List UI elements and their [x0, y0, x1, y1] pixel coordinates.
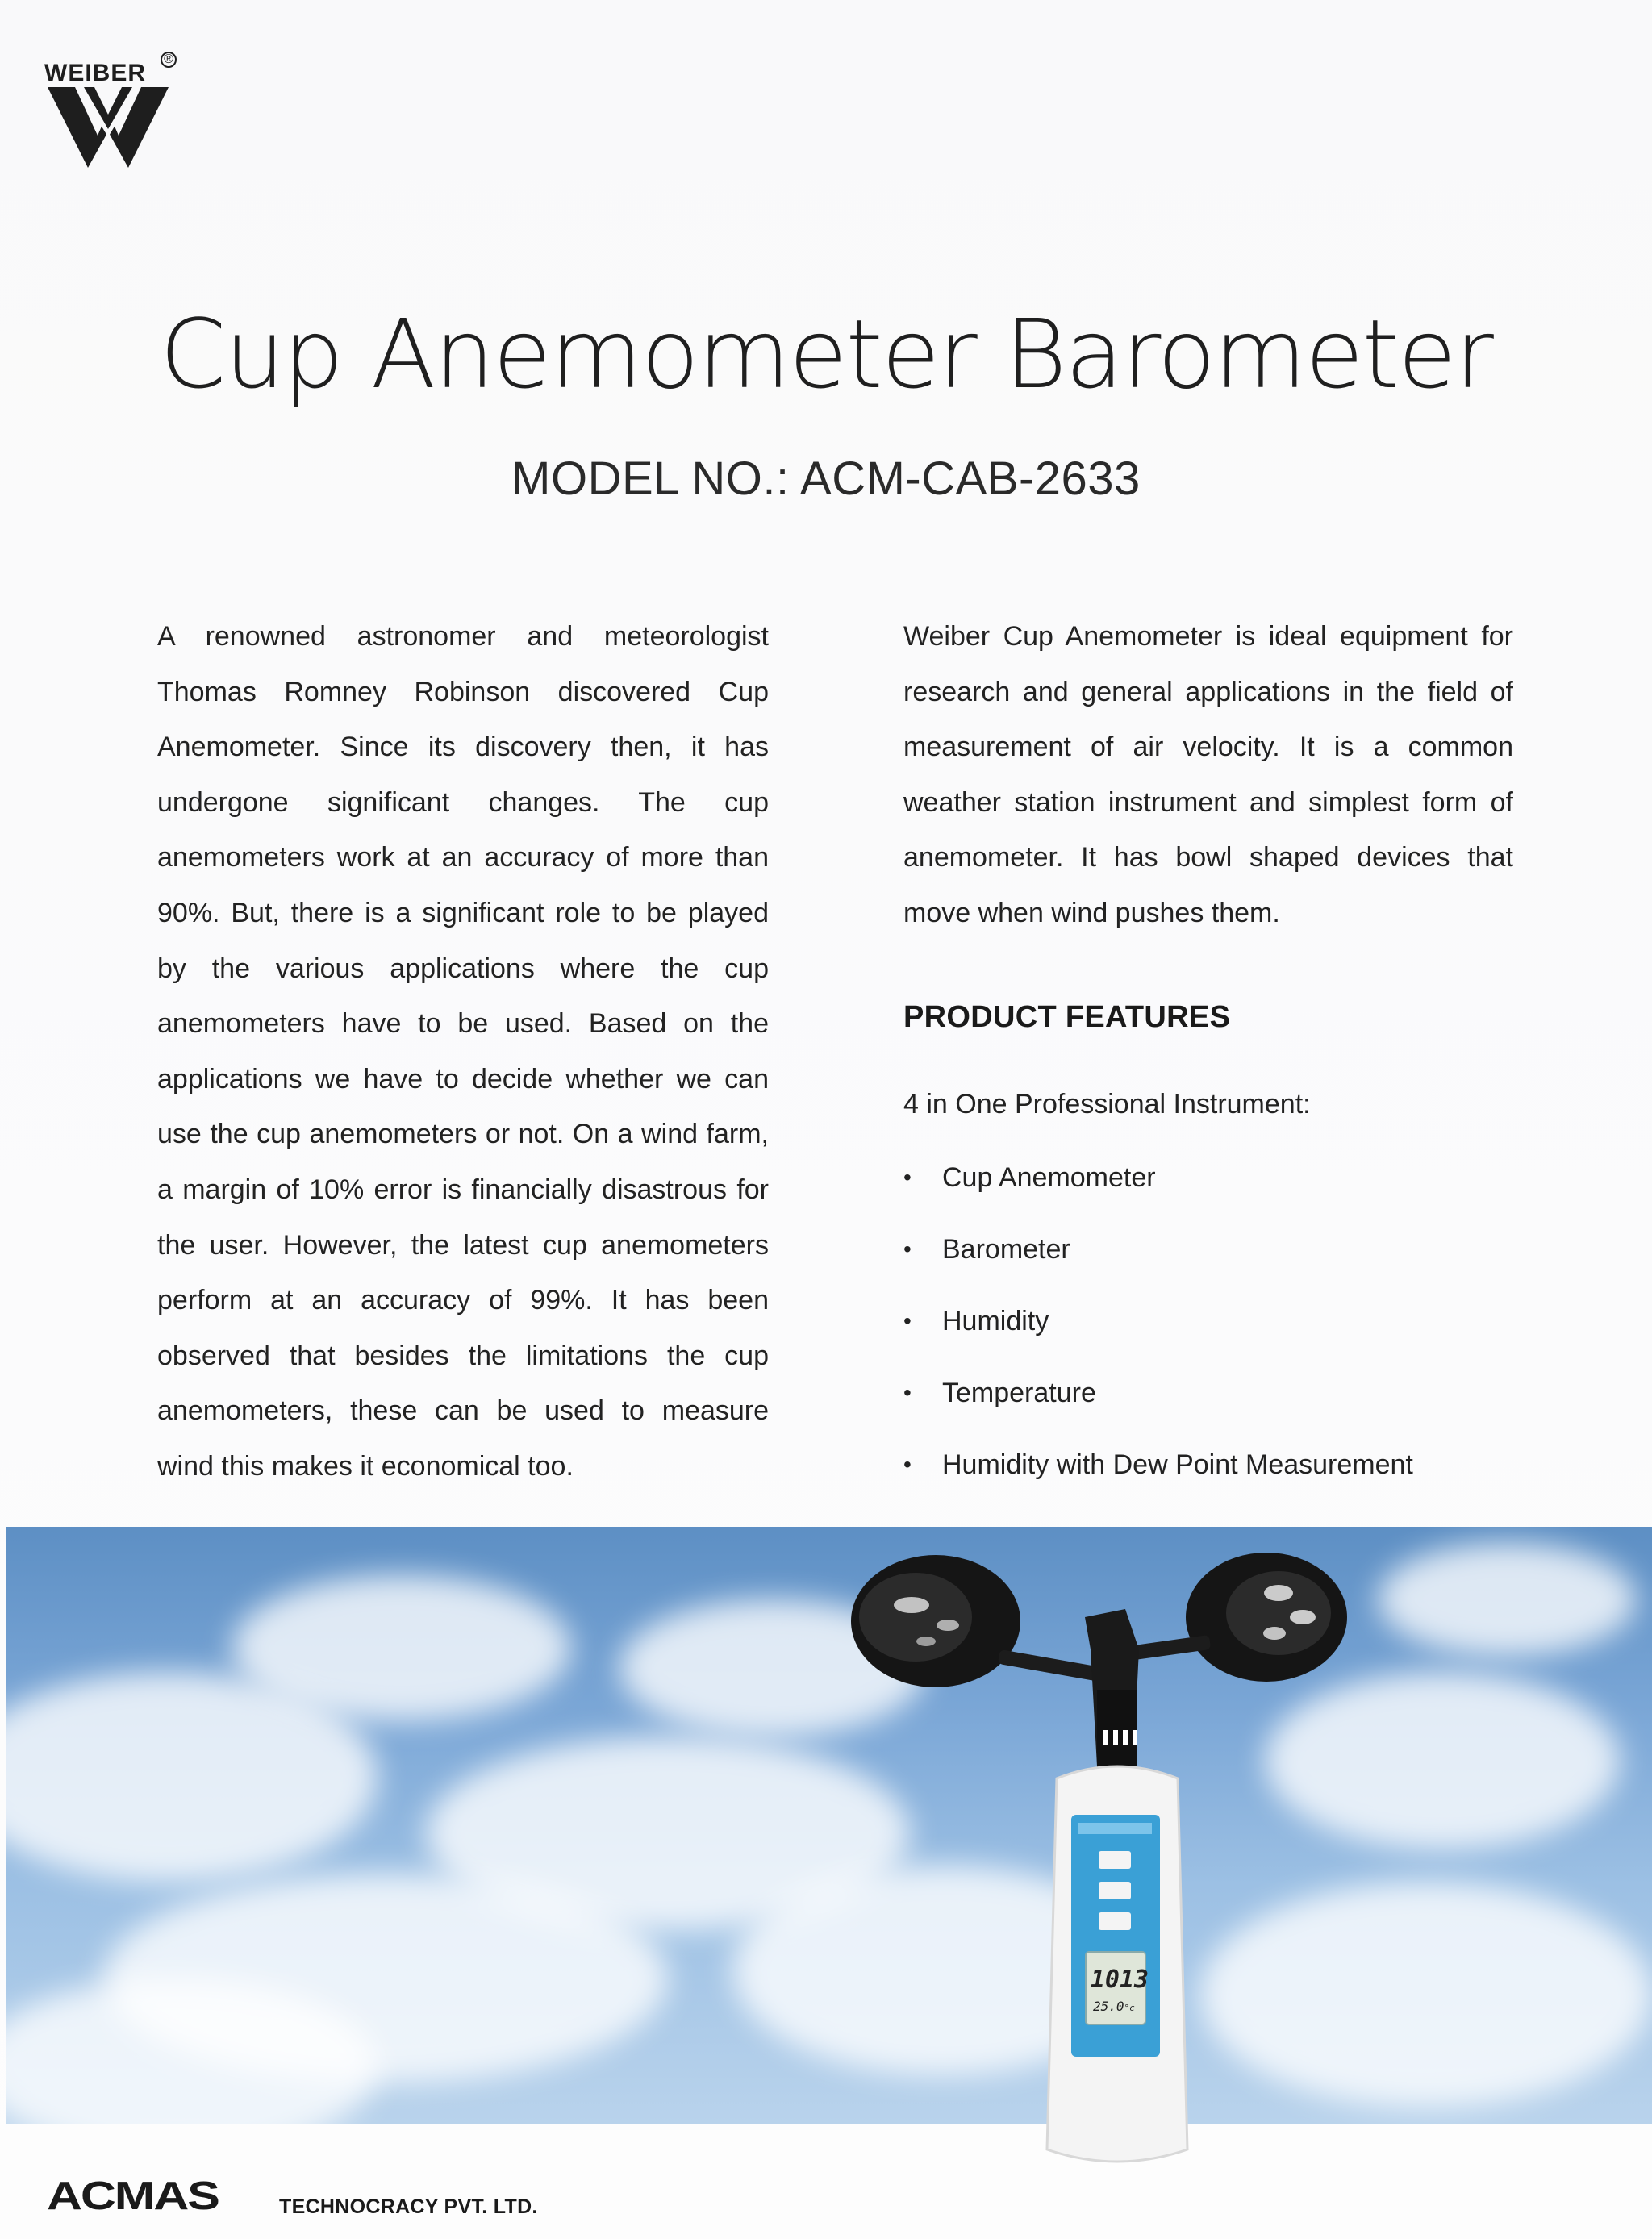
feature-label: Temperature — [942, 1378, 1096, 1408]
feature-item — [903, 1301, 1413, 1373]
bullet-icon: • — [903, 1452, 912, 1477]
feature-item — [903, 1157, 1413, 1229]
description-left: A renowned astronomer and meteorologist Thomas Romney Robinson discovered Cup Anemometer. Since its discovery then, it has undergone significant changes. The cup anemometers work at an accuracy of more than 90%. But, there is a significant role to be played by the various applications where the cup anemometers have to be used. Based on the applications we have to decide whether we can use the cup anemometers or not. On a wind farm, a margin of 10% error is financially disastrous for the user. However, the latest cup anemometers perform at an accuracy of 99%. It has been observed that besides the limitations the cup anemometers, these can be used to measure wind this makes it economical too. — [157, 621, 769, 1482]
brand-name: WEIBER — [44, 60, 146, 86]
page-title: Cup Anemometer Barometer — [160, 298, 1492, 410]
device-button-2 — [1099, 1882, 1131, 1899]
bullet-icon: • — [903, 1380, 912, 1405]
company-suffix: TECHNOCRACY PVT. LTD. — [279, 2195, 538, 2218]
device-button-1 — [1099, 1851, 1131, 1869]
weiber-w-icon — [48, 87, 169, 168]
cup-anemometer-device — [839, 1528, 1355, 2174]
device-button-3 — [1099, 1912, 1131, 1930]
registered-mark: ® — [161, 52, 177, 68]
left-cup-icon — [851, 1555, 1020, 1687]
bullet-icon: • — [903, 1236, 912, 1261]
feature-item — [903, 1445, 1413, 1516]
feature-label: Humidity with Dew Point Measurement — [942, 1449, 1413, 1480]
sky-image — [6, 1527, 1652, 2124]
svg-text:ACMAS: ACMAS — [47, 2178, 219, 2218]
lcd-main-reading: 1013 — [1090, 1966, 1149, 1994]
bullet-icon: • — [903, 1308, 912, 1333]
feature-item — [903, 1229, 1413, 1301]
features-heading: PRODUCT FEATURES — [903, 1000, 1231, 1034]
feature-label: Cup Anemometer — [942, 1162, 1156, 1193]
features-list — [903, 1157, 1413, 1516]
feature-label: Barometer — [942, 1234, 1070, 1265]
model-number: MODEL NO.: ACM-CAB-2633 — [511, 452, 1141, 505]
lcd-temp-value: 25.0 — [1093, 1999, 1124, 2014]
feature-item — [903, 1373, 1413, 1445]
bullet-icon: • — [903, 1165, 912, 1190]
right-cup-icon — [1186, 1553, 1347, 1682]
description-right: Weiber Cup Anemometer is ideal equipment for research and general applications in the field of measurement of air velocity. It is a common weather station instrument and simplest form of anemometer. It has bowl shaped devices that move when wind pushes them. — [903, 621, 1513, 928]
features-intro: 4 in One Professional Instrument: — [903, 1089, 1311, 1120]
weiber-logo — [44, 48, 181, 169]
lcd-sub-reading — [1093, 1999, 1146, 2014]
lcd-temp-unit: °c — [1124, 2003, 1135, 2013]
feature-label: Humidity — [942, 1306, 1049, 1336]
acmas-logo — [47, 2178, 273, 2220]
